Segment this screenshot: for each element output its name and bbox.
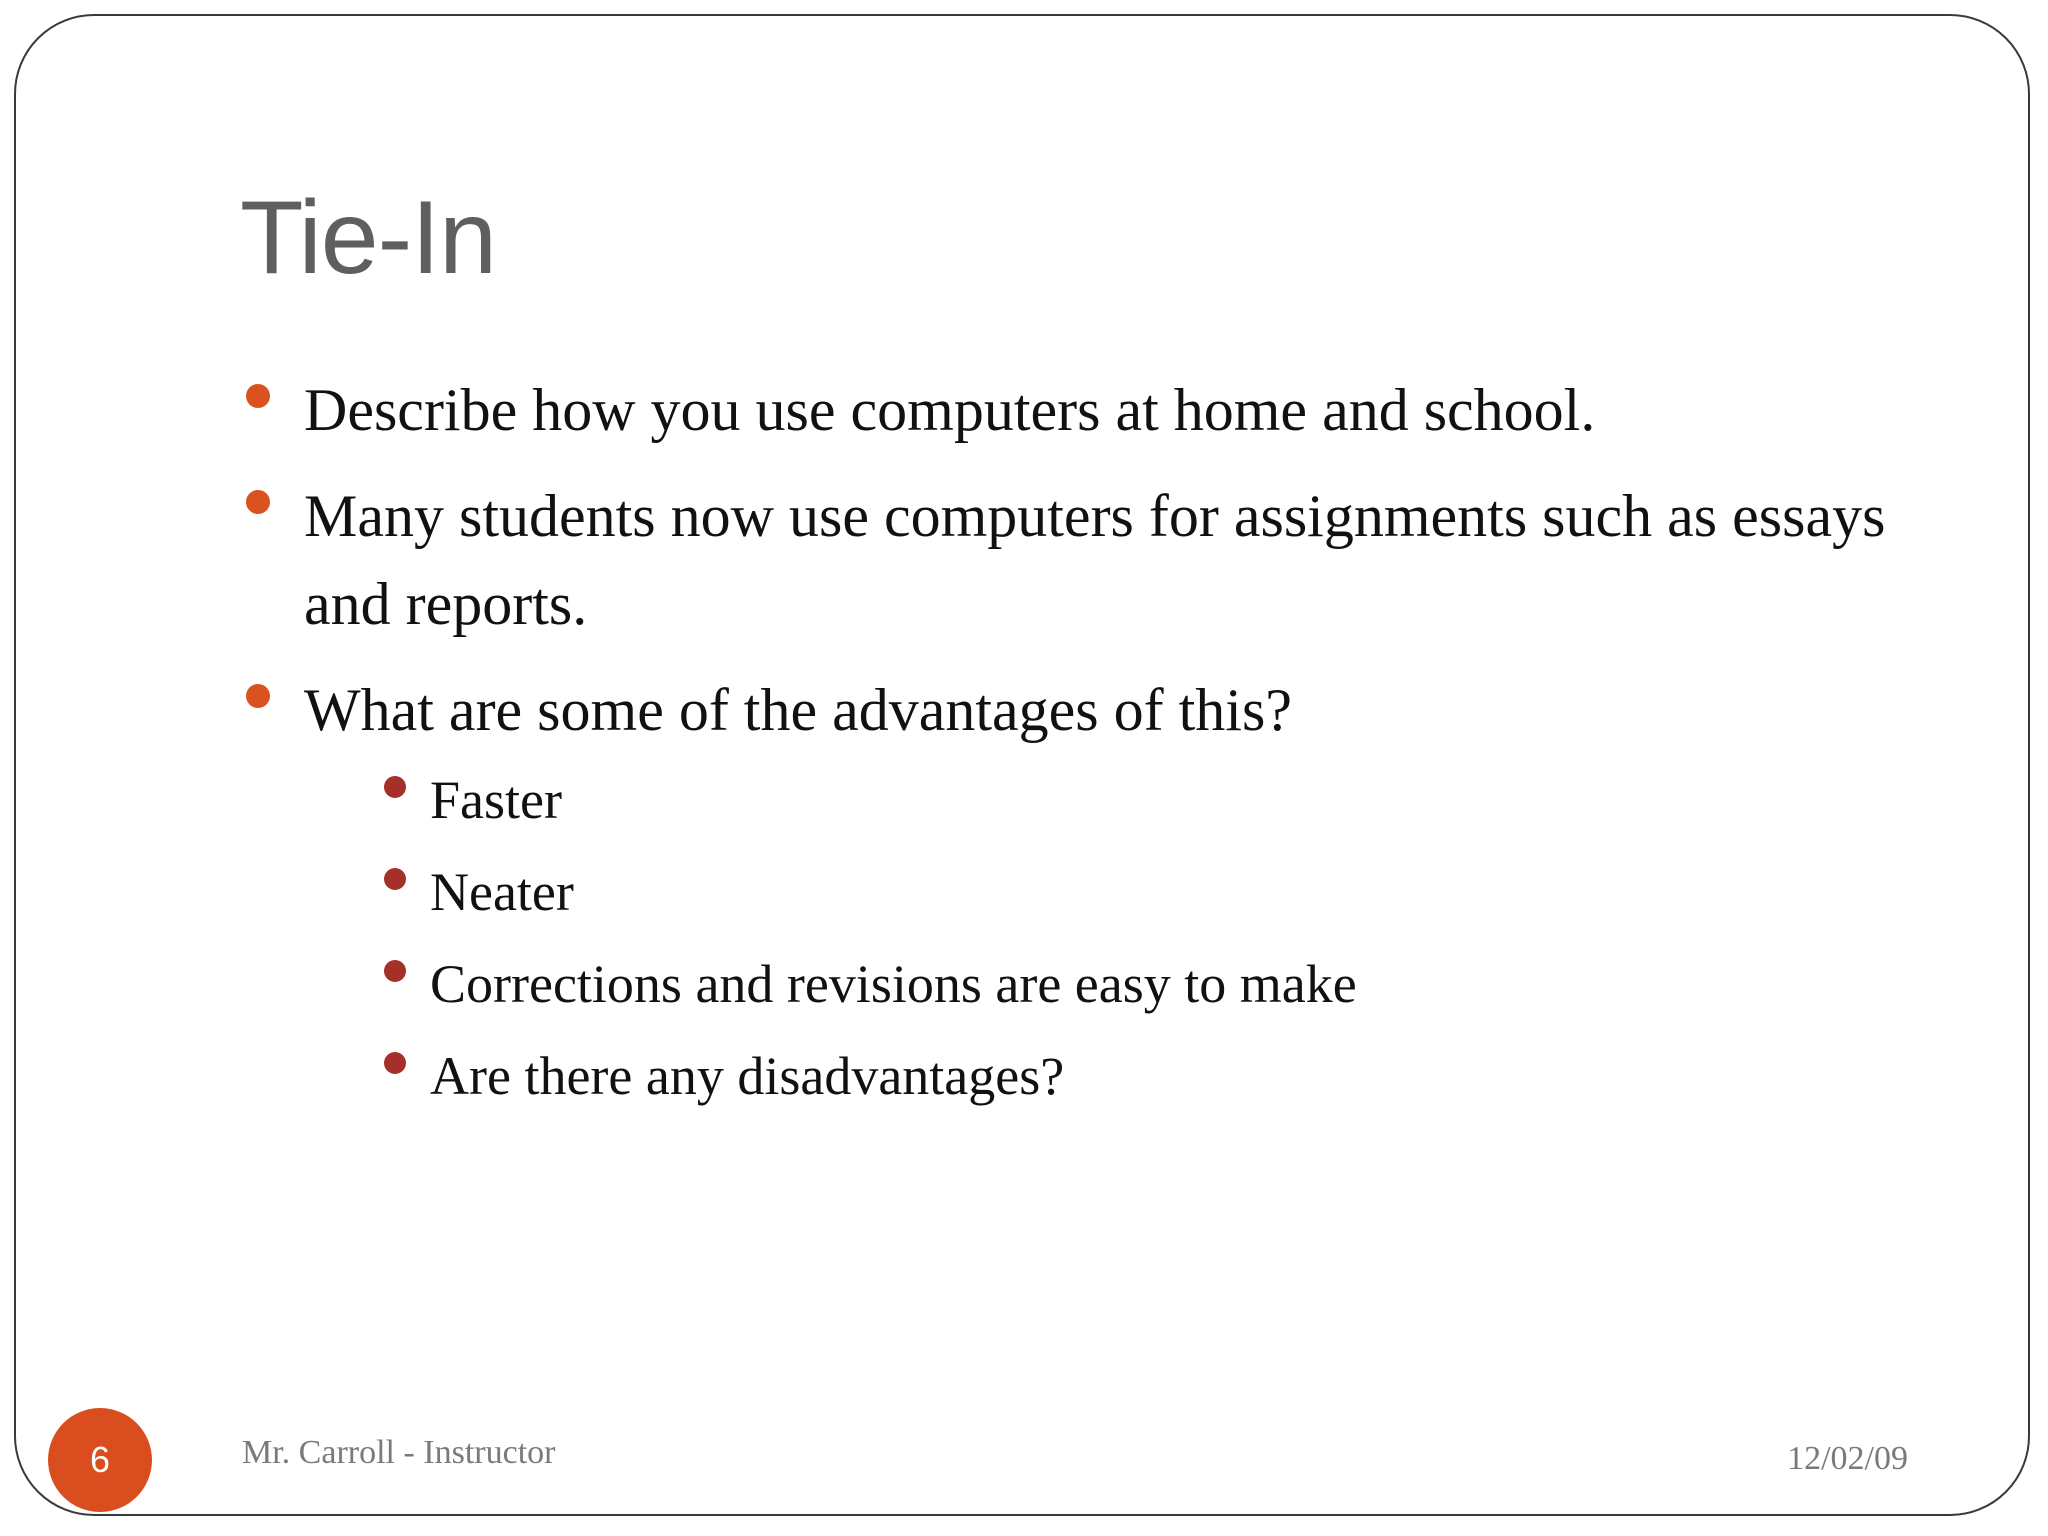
footer-date: 12/02/09 — [1787, 1440, 1908, 1477]
bullet-dot-icon — [246, 684, 270, 708]
bullet-item — [240, 472, 1920, 648]
bullet-text: What are some of the advantages of this? — [304, 677, 1292, 743]
sub-bullet-item — [304, 754, 1920, 846]
slide-title: Tie-In — [240, 180, 496, 296]
sub-bullet-dot-icon — [384, 1052, 406, 1074]
sub-bullet-text: Faster — [430, 770, 562, 830]
bullet-item — [240, 366, 1920, 454]
sub-bullet-text: Corrections and revisions are easy to make — [430, 954, 1357, 1014]
sub-bullet-item — [304, 846, 1920, 938]
sub-bullet-text: Neater — [430, 862, 574, 922]
sub-bullet-dot-icon — [384, 960, 406, 982]
bullet-dot-icon — [246, 490, 270, 514]
bullet-text: Describe how you use computers at home and school. — [304, 377, 1596, 443]
sub-bullet-dot-icon — [384, 776, 406, 798]
slide — [14, 14, 2030, 1516]
sub-bullet-list — [304, 754, 1920, 1122]
bullet-item — [240, 666, 1920, 1122]
sub-bullet-text: Are there any disadvantages? — [430, 1046, 1065, 1106]
slide-number-badge: 6 — [48, 1408, 152, 1512]
sub-bullet-item — [304, 938, 1920, 1030]
bullet-text: Many students now use computers for assignments such as essays and reports. — [304, 483, 1886, 637]
bullet-list — [240, 366, 1920, 1140]
sub-bullet-item — [304, 1030, 1920, 1122]
bullet-dot-icon — [246, 384, 270, 408]
footer-instructor: Mr. Carroll - Instructor — [242, 1434, 556, 1471]
sub-bullet-dot-icon — [384, 868, 406, 890]
